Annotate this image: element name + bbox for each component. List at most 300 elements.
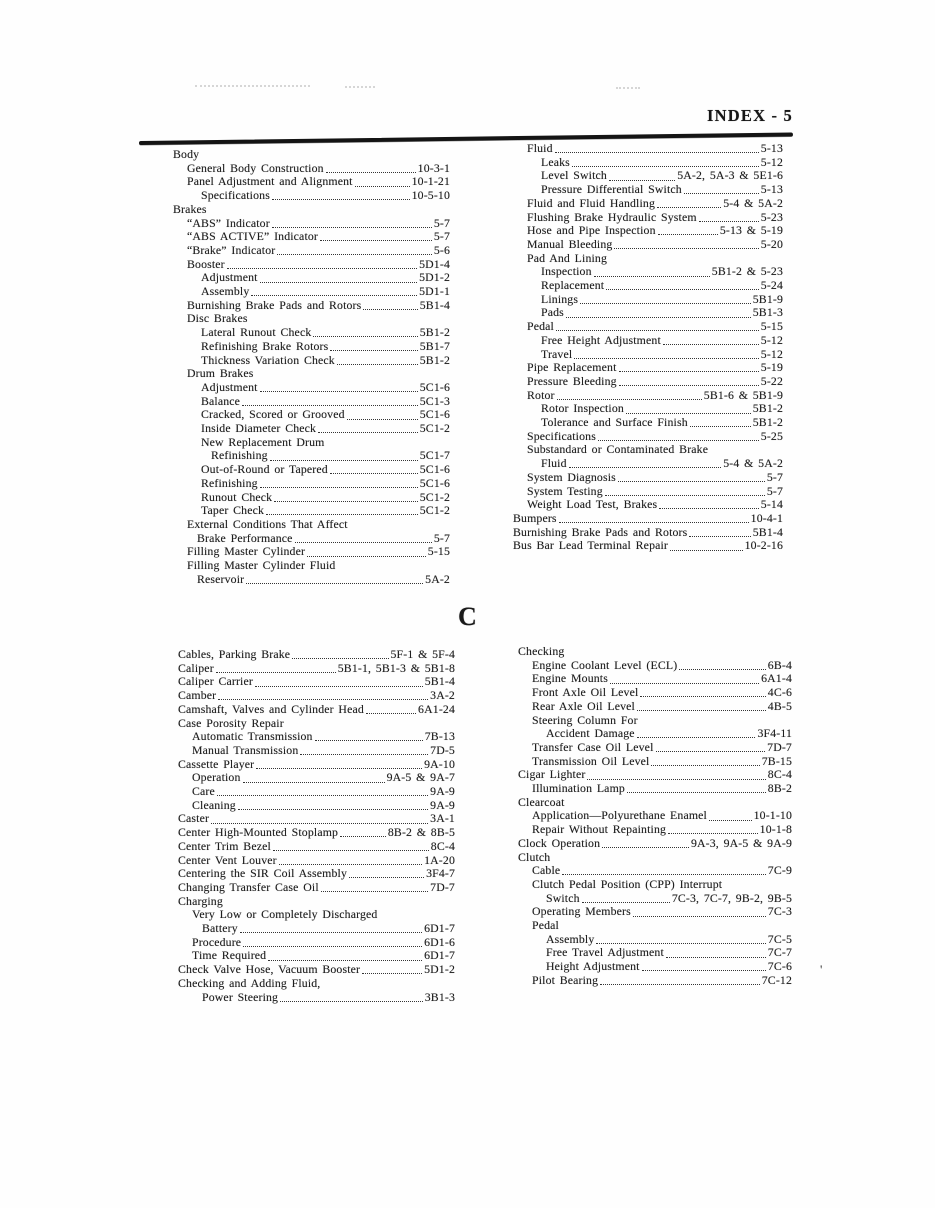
entry-label: Case Porosity Repair xyxy=(178,715,284,730)
index-entry xyxy=(173,491,450,505)
index-entry xyxy=(178,881,455,895)
page-ref: 5C1-6 xyxy=(419,475,450,490)
dot-leader xyxy=(236,799,430,813)
page-ref: 5B1-2 xyxy=(752,401,783,416)
page-ref: 6D1-7 xyxy=(424,948,455,963)
dot-leader xyxy=(688,416,753,430)
dot-leader xyxy=(225,258,419,272)
index-column-top-right xyxy=(513,142,783,553)
entry-label: Height Adjustment xyxy=(546,959,640,974)
entry-label: “ABS ACTIVE” Indicator xyxy=(187,229,318,244)
page-ref: 7B-13 xyxy=(424,729,455,744)
index-entry xyxy=(513,334,783,348)
index-entry xyxy=(513,457,783,471)
index-entry xyxy=(518,892,792,906)
page-ref: 10-3-1 xyxy=(417,160,450,175)
entry-label: Transfer Case Oil Level xyxy=(532,739,654,754)
page-ref: 5B1-7 xyxy=(419,338,450,353)
index-entry xyxy=(173,230,450,244)
entry-label: Operation xyxy=(192,770,241,785)
dot-leader xyxy=(594,933,767,947)
dot-leader xyxy=(353,175,412,189)
index-entry xyxy=(513,265,783,279)
index-entry xyxy=(178,689,455,703)
entry-label: Pad And Lining xyxy=(527,250,608,265)
entry-label: Checking and Adding Fluid, xyxy=(178,975,321,990)
entry-label: Center Trim Bezel xyxy=(178,838,271,853)
entry-label: Flushing Brake Hydraulic System xyxy=(527,209,697,224)
entry-label: Specifications xyxy=(201,188,270,203)
dot-leader xyxy=(272,491,420,505)
dot-leader xyxy=(654,741,768,755)
page-ref: 5-4 & 5A-2 xyxy=(723,195,783,210)
page-ref: 10-1-10 xyxy=(753,808,792,823)
dot-leader xyxy=(656,224,720,238)
index-entry xyxy=(178,675,455,689)
index-entry xyxy=(173,326,450,340)
index-entry xyxy=(513,252,783,266)
dot-leader xyxy=(664,946,768,960)
index-entry xyxy=(178,977,455,991)
entry-label: Travel xyxy=(541,346,573,361)
index-entry xyxy=(178,867,455,881)
page-ref: 5-13 xyxy=(760,182,783,197)
page-ref: 9A-9 xyxy=(430,797,455,812)
entry-label: Clutch xyxy=(518,849,551,864)
index-entry xyxy=(173,573,450,587)
entry-label: Substandard or Contaminated Brake xyxy=(527,442,709,457)
page-ref: 5C1-3 xyxy=(419,393,450,408)
index-entry xyxy=(178,799,455,813)
entry-label: Operating Members xyxy=(532,904,631,919)
page-ref: 7C-3, 7C-7, 9B-2, 9B-5 xyxy=(671,890,792,905)
dot-leader xyxy=(661,334,761,348)
page-ref: 5-7 xyxy=(766,483,783,498)
index-entry xyxy=(513,539,783,553)
index-entry xyxy=(513,526,783,540)
index-entry xyxy=(173,244,450,258)
entry-label: Front Axle Oil Level xyxy=(532,685,639,700)
index-entry xyxy=(513,389,783,403)
entry-label: Linings xyxy=(541,291,579,306)
page-ref: 10-5-10 xyxy=(411,188,450,203)
index-entry xyxy=(173,395,450,409)
dot-leader xyxy=(564,306,753,320)
index-entry xyxy=(513,402,783,416)
page-ref: 5B1-3 xyxy=(752,305,783,320)
scan-noise xyxy=(616,86,640,89)
index-entry xyxy=(173,203,450,217)
entry-label: Free Travel Adjustment xyxy=(546,945,664,960)
index-entry xyxy=(513,430,783,444)
page-ref: 5-15 xyxy=(427,544,450,559)
entry-label: Assembly xyxy=(546,931,595,946)
page-ref: 7D-5 xyxy=(430,742,455,757)
entry-label: Cigar Lighter xyxy=(518,767,586,782)
page-ref: 5-13 xyxy=(760,141,783,155)
page-ref: 9A-9 xyxy=(430,784,455,799)
entry-label: Pressure Bleeding xyxy=(527,373,617,388)
page-ref: 5-7 xyxy=(433,530,450,545)
entry-label: Transmission Oil Level xyxy=(532,753,650,768)
dot-leader xyxy=(578,293,753,307)
entry-label: Pedal xyxy=(527,319,554,334)
entry-label: Cleaning xyxy=(192,797,236,812)
page-ref: 5-12 xyxy=(760,332,783,347)
entry-label: Centering the SIR Coil Assembly xyxy=(178,866,347,881)
page-ref: 8C-4 xyxy=(767,767,792,782)
dot-leader xyxy=(347,867,426,881)
page-ref: 5B1-2 xyxy=(419,352,450,367)
entry-label: Changing Transfer Case Oil xyxy=(178,879,319,894)
entry-label: Rear Axle Oil Level xyxy=(532,698,635,713)
index-entry xyxy=(513,156,783,170)
entry-label: Brakes xyxy=(173,201,207,216)
dot-leader xyxy=(560,864,768,878)
index-entry xyxy=(518,741,792,755)
entry-label: Camshaft, Valves and Cylinder Head xyxy=(178,701,364,716)
dot-leader xyxy=(258,477,420,491)
page-ref: 5B1-2 xyxy=(752,415,783,430)
page-ref: 3A-2 xyxy=(430,688,455,703)
page-ref: 5A-2 xyxy=(425,571,450,586)
entry-label: Pads xyxy=(541,305,564,320)
entry-label: Steering Column For xyxy=(532,712,638,727)
index-entry xyxy=(518,714,792,728)
entry-label: Lateral Runout Check xyxy=(201,325,312,340)
dot-leader xyxy=(580,892,672,906)
dot-leader xyxy=(617,375,761,389)
index-entry xyxy=(518,672,792,686)
entry-label: System Testing xyxy=(527,483,603,498)
page-ref: 3F4-11 xyxy=(757,726,792,741)
index-entry xyxy=(518,933,792,947)
index-entry xyxy=(173,422,450,436)
entry-label: Time Required xyxy=(192,948,267,963)
entry-label: Pedal xyxy=(532,918,559,933)
entry-label: Application—Polyurethane Enamel xyxy=(532,808,707,823)
entry-label: Taper Check xyxy=(201,503,265,518)
entry-label: Clock Operation xyxy=(518,835,601,850)
index-entry xyxy=(513,471,783,485)
page-ref: 5B1-2 & 5-23 xyxy=(711,264,783,279)
dot-leader xyxy=(649,755,761,769)
dot-leader xyxy=(666,823,760,837)
entry-label: Runout Check xyxy=(201,489,273,504)
page-ref: 5D1-1 xyxy=(419,284,450,299)
index-entry xyxy=(518,686,792,700)
page-ref: 6A1-4 xyxy=(761,671,792,686)
page-ref: 5-13 & 5-19 xyxy=(719,223,783,238)
index-entry xyxy=(173,258,450,272)
page-ref: 5B1-4 xyxy=(752,524,783,539)
entry-label: Automatic Transmission xyxy=(192,729,313,744)
entry-label: Procedure xyxy=(192,934,242,949)
entry-label: Refinishing xyxy=(201,475,258,490)
page-ref: 7C-9 xyxy=(767,863,792,878)
page-ref: 5-15 xyxy=(760,319,783,334)
dot-leader xyxy=(271,840,431,854)
index-entry xyxy=(518,727,792,741)
index-entry xyxy=(513,169,783,183)
entry-label: External Conditions That Affect xyxy=(187,516,348,531)
dot-leader xyxy=(603,485,767,499)
dot-leader xyxy=(318,230,434,244)
dot-leader xyxy=(624,402,753,416)
page-ref: 7C-6 xyxy=(767,959,792,974)
entry-label: Refinishing xyxy=(211,448,268,463)
page-ref: 3F4-7 xyxy=(426,866,455,881)
page-ref: 5B1-4 xyxy=(419,297,450,312)
page-ref: 6B-4 xyxy=(767,657,792,672)
dot-leader xyxy=(557,512,751,526)
entry-label: Free Height Adjustment xyxy=(541,332,661,347)
entry-label: Cable xyxy=(532,863,561,878)
dot-leader xyxy=(640,960,768,974)
index-entry xyxy=(178,949,455,963)
index-entry xyxy=(178,717,455,731)
entry-label: Panel Adjustment and Alignment xyxy=(187,174,353,189)
entry-label: Camber xyxy=(178,688,217,703)
index-entry xyxy=(518,864,792,878)
index-entry xyxy=(173,477,450,491)
entry-label: Leaks xyxy=(541,154,570,169)
dot-leader xyxy=(278,991,425,1005)
index-entry xyxy=(513,279,783,293)
index-entry xyxy=(173,504,450,518)
index-entry xyxy=(173,367,450,381)
dot-leader xyxy=(360,963,424,977)
dot-leader xyxy=(298,744,430,758)
index-entry xyxy=(173,436,450,450)
entry-label: Thickness Variation Check xyxy=(201,352,335,367)
dot-leader xyxy=(216,689,430,703)
page-ref: 5B1-2 xyxy=(419,325,450,340)
page-ref: 7D-7 xyxy=(430,879,455,894)
dot-leader xyxy=(585,768,767,782)
entry-label: “ABS” Indicator xyxy=(187,215,270,230)
index-entry xyxy=(178,826,455,840)
index-entry xyxy=(518,645,792,659)
entry-label: Caster xyxy=(178,811,210,826)
page-ref: 5-12 xyxy=(760,346,783,361)
page-ref: 5-14 xyxy=(760,497,783,512)
entry-label: Weight Load Test, Brakes xyxy=(527,497,658,512)
dot-leader xyxy=(270,217,434,231)
index-entry xyxy=(513,183,783,197)
index-entry xyxy=(178,703,455,717)
index-entry xyxy=(173,518,450,532)
entry-label: Burnishing Brake Pads and Rotors xyxy=(187,297,362,312)
entry-label: Fluid and Fluid Handling xyxy=(527,195,656,210)
dot-leader xyxy=(364,703,418,717)
page-ref: 5C1-6 xyxy=(419,462,450,477)
index-entry xyxy=(518,878,792,892)
page-ref: 9A-5 & 9A-7 xyxy=(386,770,455,785)
dot-leader xyxy=(316,422,420,436)
page-ref: 5C1-7 xyxy=(419,448,450,463)
index-entry xyxy=(173,148,450,162)
index-entry xyxy=(173,271,450,285)
index-entry xyxy=(513,306,783,320)
page-ref: 5D1-2 xyxy=(424,962,455,977)
dot-leader xyxy=(617,361,761,375)
page-ref: 5C1-6 xyxy=(419,407,450,422)
index-entry xyxy=(178,648,455,662)
dot-leader xyxy=(249,285,419,299)
dot-leader xyxy=(290,648,390,662)
dot-leader xyxy=(313,730,425,744)
page-ref: 10-1-21 xyxy=(411,174,450,189)
page-ref: 5C1-6 xyxy=(419,379,450,394)
index-entry xyxy=(178,895,455,909)
index-entry xyxy=(178,963,455,977)
entry-label: Bumpers xyxy=(513,510,557,525)
entry-label: Illumination Lamp xyxy=(532,781,625,796)
index-entry xyxy=(173,175,450,189)
dot-leader xyxy=(682,183,761,197)
entry-label: Pressure Differential Switch xyxy=(541,182,682,197)
dot-leader xyxy=(319,881,430,895)
dot-leader xyxy=(258,271,420,285)
entry-label: Charging xyxy=(178,893,223,908)
index-entry xyxy=(173,162,450,176)
index-entry xyxy=(518,974,792,988)
entry-label: Drum Brakes xyxy=(187,366,254,381)
index-entry xyxy=(178,908,455,922)
index-entry xyxy=(518,809,792,823)
entry-label: Tolerance and Surface Finish xyxy=(541,415,688,430)
dot-leader xyxy=(655,197,723,211)
entry-label: Replacement xyxy=(541,278,605,293)
dot-leader xyxy=(338,826,388,840)
dot-leader xyxy=(612,238,760,252)
entry-label: Clutch Pedal Position (CPP) Interrupt xyxy=(532,876,723,891)
index-entry xyxy=(178,936,455,950)
dot-leader xyxy=(264,504,420,518)
entry-label: Inspection xyxy=(541,264,592,279)
entry-label: Hose and Pipe Inspection xyxy=(527,223,656,238)
entry-label: Filling Master Cylinder xyxy=(187,544,306,559)
index-entry xyxy=(513,443,783,457)
page-ref: 5-4 & 5A-2 xyxy=(723,456,783,471)
index-entry xyxy=(178,662,455,676)
entry-label: Adjustment xyxy=(201,270,258,285)
entry-label: Booster xyxy=(187,256,225,271)
index-entry xyxy=(513,224,783,238)
entry-label: Cables, Parking Brake xyxy=(178,647,291,661)
entry-label: Body xyxy=(173,147,200,161)
dot-leader xyxy=(209,812,430,826)
index-entry xyxy=(518,700,792,714)
index-entry xyxy=(173,217,450,231)
page-ref: 8C-4 xyxy=(430,838,455,853)
index-entry xyxy=(518,837,792,851)
entry-label: Fluid xyxy=(527,141,553,155)
dot-leader xyxy=(604,279,761,293)
entry-label: Balance xyxy=(201,393,241,408)
entry-label: Filling Master Cylinder Fluid xyxy=(187,558,336,573)
dot-leader xyxy=(631,905,768,919)
index-entry xyxy=(518,659,792,673)
dot-leader xyxy=(328,463,420,477)
dot-leader xyxy=(607,169,677,183)
dot-leader xyxy=(572,348,760,362)
dot-leader xyxy=(253,675,425,689)
index-entry xyxy=(513,320,783,334)
entry-label: Pipe Replacement xyxy=(527,360,617,375)
entry-label: Assembly xyxy=(201,284,250,299)
dot-leader xyxy=(596,430,761,444)
entry-label: Very Low or Completely Discharged xyxy=(192,907,378,922)
entry-label: Caliper xyxy=(178,660,214,675)
index-entry xyxy=(173,408,450,422)
index-entry xyxy=(178,991,455,1005)
entry-label: Rotor xyxy=(527,387,555,402)
page-ref: 5-7 xyxy=(433,229,450,244)
page-ref: 6D1-7 xyxy=(424,921,455,936)
page-ref: 3B1-3 xyxy=(424,989,455,1004)
page-ref: 5B1-1, 5B1-3 & 5B1-8 xyxy=(337,660,455,675)
entry-label: Repair Without Repainting xyxy=(532,822,667,837)
dot-leader xyxy=(608,672,761,686)
entry-label: System Diagnosis xyxy=(527,469,616,484)
entry-label: Out-of-Round or Tapered xyxy=(201,462,328,477)
entry-label: Checking xyxy=(518,644,565,658)
entry-label: Care xyxy=(192,784,215,799)
dot-leader xyxy=(328,340,419,354)
page-ref: 3A-1 xyxy=(430,811,455,826)
dot-leader xyxy=(361,299,419,313)
index-entry xyxy=(518,919,792,933)
entry-label: Bus Bar Lead Terminal Repair xyxy=(513,538,669,553)
page-ref: 5-7 xyxy=(433,215,450,230)
page-ref: 7C-12 xyxy=(761,972,792,987)
page-ref: 5-24 xyxy=(760,278,783,293)
page-ref: 7D-7 xyxy=(767,739,792,754)
index-entry xyxy=(173,463,450,477)
index-entry xyxy=(173,532,450,546)
entry-label: Fluid xyxy=(541,456,567,471)
entry-label: Caliper Carrier xyxy=(178,674,253,689)
entry-label: Cracked, Scored or Grooved xyxy=(201,407,345,422)
index-entry xyxy=(173,354,450,368)
entry-label: Accident Damage xyxy=(546,726,635,741)
index-entry xyxy=(178,840,455,854)
entry-label: Power Steering xyxy=(202,989,279,1004)
scan-noise xyxy=(345,85,375,88)
dot-leader xyxy=(311,326,419,340)
index-entry xyxy=(513,498,783,512)
index-entry xyxy=(173,189,450,203)
index-entry xyxy=(513,512,783,526)
index-entry xyxy=(178,854,455,868)
index-entry xyxy=(513,361,783,375)
page-ref: 5F-1 & 5F-4 xyxy=(390,647,455,661)
page-ref: 5B1-4 xyxy=(424,674,455,689)
index-entry xyxy=(178,812,455,826)
index-entry xyxy=(173,312,450,326)
dot-leader xyxy=(241,771,387,785)
page-ref: 5-22 xyxy=(760,373,783,388)
entry-label: Check Valve Hose, Vacuum Booster xyxy=(178,962,361,977)
dot-leader xyxy=(600,837,691,851)
dot-leader xyxy=(570,156,761,170)
index-entry xyxy=(518,823,792,837)
scan-artifact-mark: ' xyxy=(820,962,823,977)
index-entry xyxy=(513,485,783,499)
page-ref: 4C-6 xyxy=(767,685,792,700)
